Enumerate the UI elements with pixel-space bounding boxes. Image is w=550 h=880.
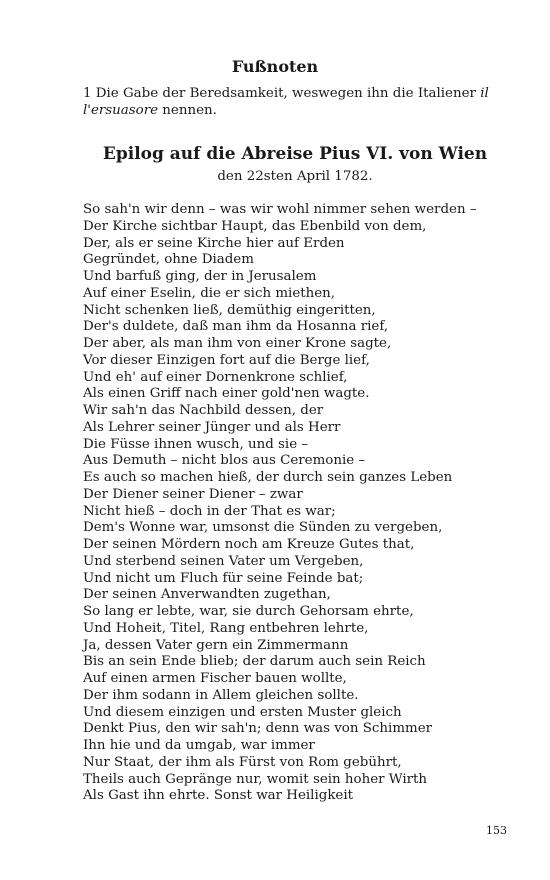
poem-line: Wir sah'n das Nachbild dessen, der: [83, 403, 324, 418]
poem-line: Vor dieser Einzigen fort auf die Berge lief,: [83, 352, 370, 368]
footnote-1: [83, 85, 513, 119]
poem-line: Ja, dessen Vater gern ein Zimmermann: [83, 637, 349, 653]
poem-date: den 22sten April 1782.: [217, 169, 373, 184]
poem-line: So sah'n wir denn – was wir wohl nimmer sehen werden –: [83, 202, 477, 217]
poem-line: Und diesem einzigen und ersten Muster gleich: [83, 704, 402, 720]
poem-line: Und Hoheit, Titel, Rang entbehren lehrte,: [83, 620, 369, 636]
poem-line: Der seinen Anverwandten zugethan,: [83, 587, 331, 603]
poem-line: Auf einen armen Fischer bauen wollte,: [83, 671, 347, 686]
poem-line: Es auch so machen hieß, der durch sein ganzes Leben: [83, 470, 453, 485]
poem-line: Der ihm sodann in Allem gleichen sollte.: [83, 687, 359, 703]
poem-line: Der Diener seiner Diener – zwar: [83, 486, 303, 502]
poem-line: Als einen Griff nach einer gold'nen wagte.: [83, 386, 370, 402]
poem-title: Epilog auf die Abreise Pius VI. von Wien: [102, 144, 488, 164]
poem-line: Und barfuß ging, der in Jerusalem: [83, 269, 317, 284]
poem-line: Der Kirche sichtbar Haupt, das Ebenbild von dem,: [83, 218, 427, 234]
poem-line: Gegründet, ohne Diadem: [83, 252, 254, 268]
poem-line: Der's duldete, daß man ihm da Hosanna rief,: [83, 319, 389, 335]
poem-line: Der aber, als man ihm von einer Krone sagte,: [83, 336, 392, 351]
footnote-text: 1 Die Gabe der Beredsamkeit, weswegen ihn die Italiener: [83, 86, 481, 101]
poem-line: Auf einer Eselin, die er sich miethen,: [83, 285, 336, 301]
footnote-italic-term: il l'ersuasore: [83, 86, 489, 118]
poem-line: Ihn hie und da umgab, war immer: [83, 738, 315, 753]
poem-line: Theils auch Gepränge nur, womit sein hoher Wirth: [83, 771, 428, 787]
poem-line: Als Lehrer seiner Jünger und als Herr: [83, 419, 341, 435]
poem-line: So lang er lebte, war, sie durch Gehorsam ehrte,: [83, 604, 414, 619]
poem-line: Nur Staat, der ihm als Fürst von Rom gebührt,: [83, 754, 402, 770]
poem-body: [83, 202, 523, 805]
poem-line: Aus Demuth – nicht blos aus Ceremonie –: [83, 453, 366, 469]
poem-line: Der seinen Mördern noch am Kreuze Gutes that,: [83, 537, 415, 552]
poem-line: Als Gast ihn ehrte. Sonst war Heiligkeit: [83, 788, 354, 804]
poem-line: Bis an sein Ende blieb; der darum auch sein Reich: [83, 654, 426, 670]
poem-line: Und nicht um Fluch für seine Feinde bat;: [83, 570, 364, 586]
poem-line: Und eh' auf einer Dornenkrone schlief,: [83, 369, 348, 385]
footnote-text-end: nennen.: [158, 103, 217, 118]
page-number: 153: [486, 824, 507, 837]
poem-line: Der, als er seine Kirche hier auf Erden: [83, 235, 345, 251]
poem-line: Denkt Pius, den wir sah'n; denn was von Schimmer: [83, 721, 433, 737]
poem-line: Die Füsse ihnen wusch, und sie –: [83, 436, 309, 452]
footnotes-heading: Fußnoten: [231, 57, 319, 76]
poem-line: Und sterbend seinen Vater um Vergeben,: [83, 553, 364, 569]
poem-line: Nicht hieß – doch in der That es war;: [83, 503, 336, 519]
poem-line: Dem's Wonne war, umsonst die Sünden zu vergeben,: [83, 520, 443, 536]
poem-line: Nicht schenken ließ, demüthig eingeritten,: [83, 302, 376, 318]
